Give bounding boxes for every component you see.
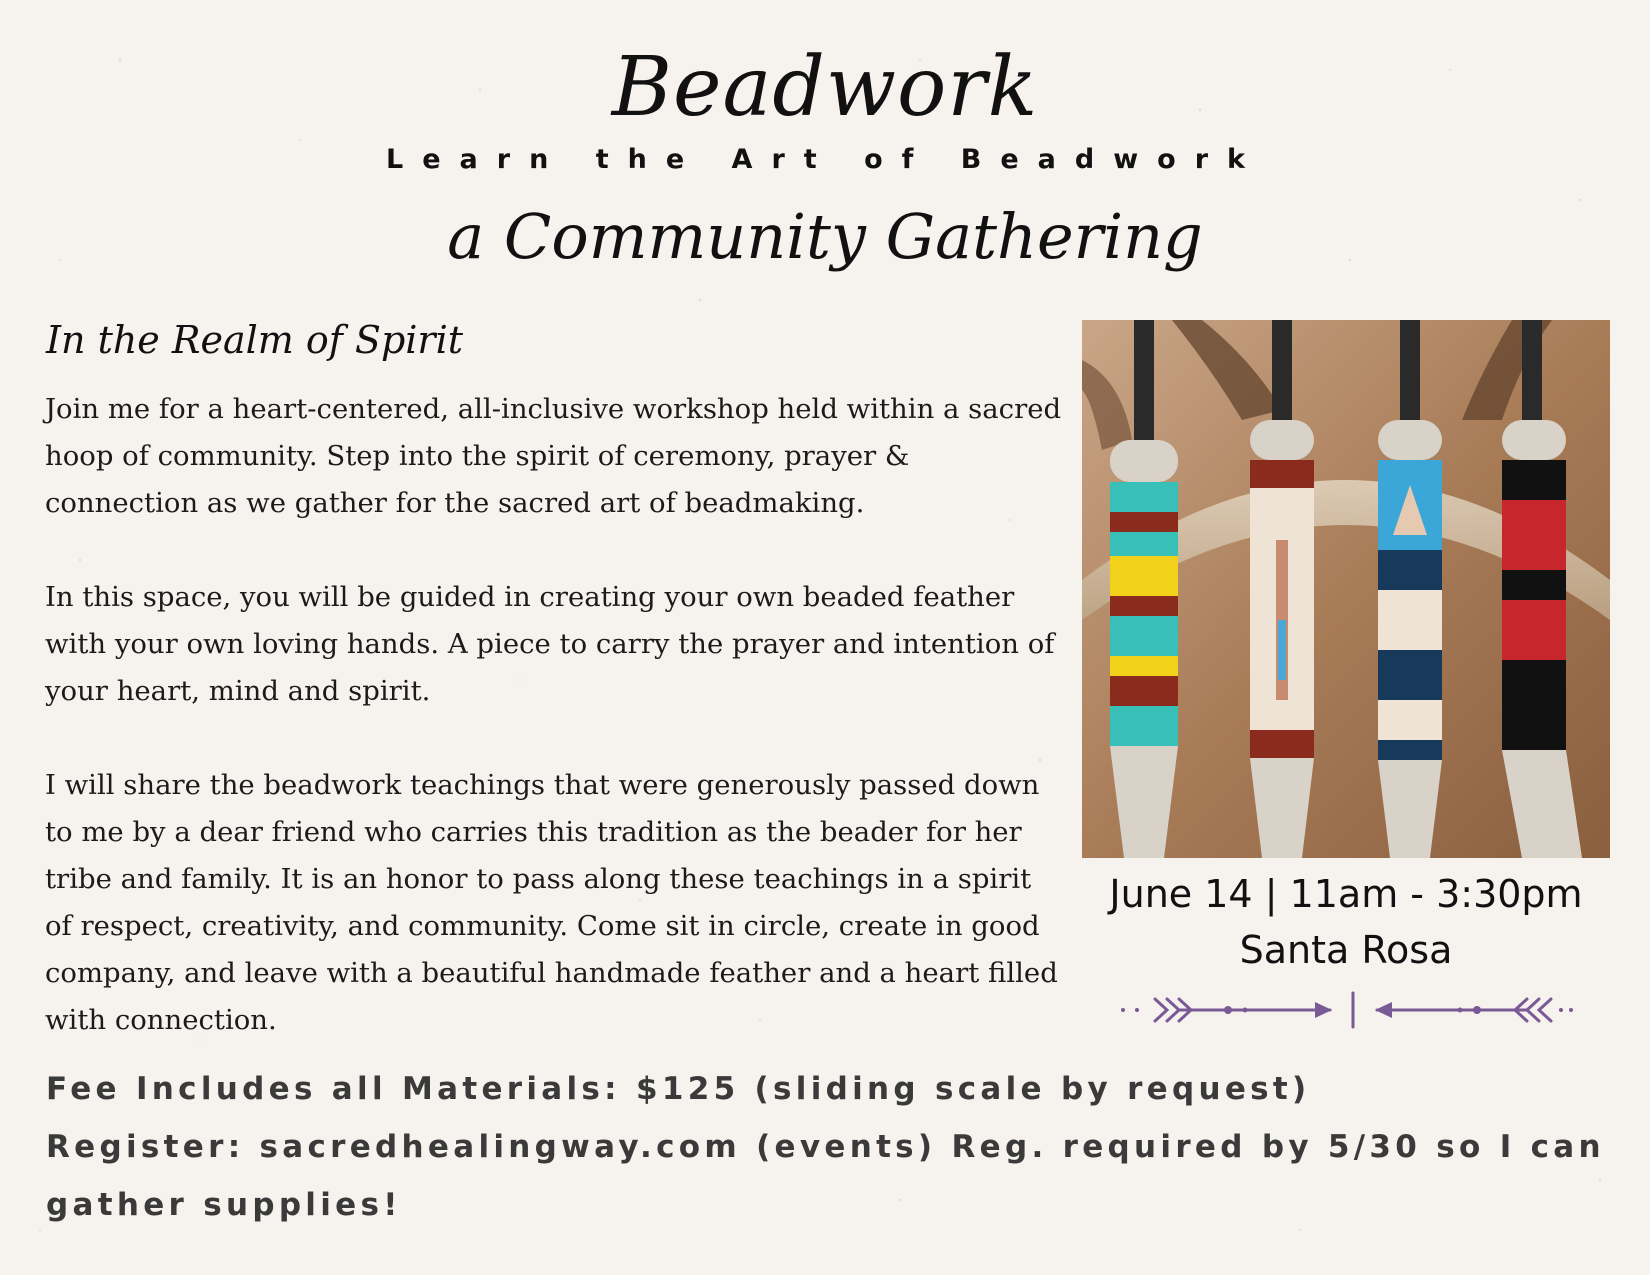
description-paragraph: I will share the beadwork teachings that were generously passed down to me by a dear friend who carries this tradition as the beader for her tribe and family. It is an honor to pass along these teachings in a spirit of respect, creativity, and community. Come sit in circle, create in good company, and leave with a beautiful handmade feather and a heart filled with connection. — [45, 769, 1058, 1036]
event-title: Beadwork — [611, 40, 1039, 135]
arrow-divider-icon — [1115, 985, 1575, 1035]
event-subtitle: Learn the Art of Beadwork — [386, 144, 1264, 175]
event-location: Santa Rosa — [1239, 928, 1453, 972]
description-paragraph: In this space, you will be guided in creating your own beaded feather with your own loving hands. A piece to carry the prayer and intention of your heart, mind and spirit. — [45, 581, 1055, 707]
registration-info: Register: sacredhealingway.com (events) Reg. required by 5/30 so I can gather supplies! — [46, 1129, 1605, 1223]
section-heading: In the Realm of Spirit — [46, 318, 464, 362]
event-tagline: a Community Gathering — [447, 200, 1203, 273]
beaded-feathers-photo — [1082, 320, 1610, 858]
event-date-time: June 14 | 11am - 3:30pm — [1109, 872, 1583, 916]
description-paragraph: Join me for a heart-centered, all-inclusive workshop held within a sacred hoop of community. Step into the spirit of ceremony, prayer & connection as we gather for the sacred art of beadmaking. — [45, 393, 1062, 519]
fee-info: Fee Includes all Materials: $125 (sliding scale by request) — [46, 1071, 1311, 1107]
description — [45, 386, 1065, 1044]
